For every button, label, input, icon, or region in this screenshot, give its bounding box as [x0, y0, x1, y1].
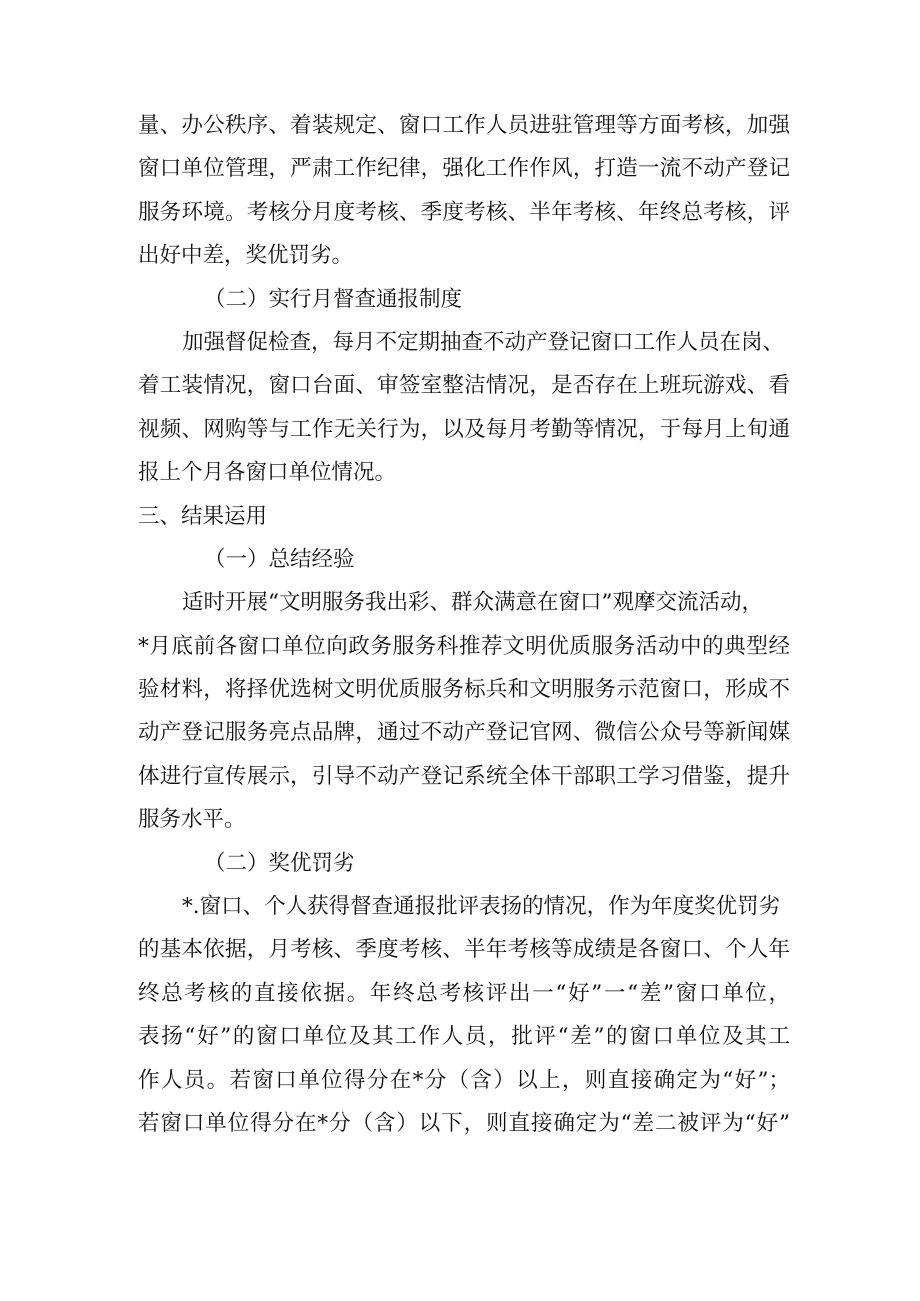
text-line: 验材料，将择优选树文明优质服务标兵和文明服务示范窗口，形成不 [138, 677, 790, 703]
text-line: 表扬“好”的窗口单位及其工作人员，批评“差”的窗口单位及其工 [138, 1024, 790, 1050]
paragraph-continuation [138, 104, 790, 278]
paragraph-experience [138, 581, 790, 841]
heading-text: （二）实行月督查通报制度 [204, 286, 463, 312]
text-line: 视频、网购等与工作无关行为，以及每月考勤等情况，于每月上旬通 [138, 416, 790, 442]
paragraph-inspection [138, 321, 790, 495]
text-line: 若窗口单位得分在*分（含）以下，则直接确定为“差二被评为“好” [138, 1110, 790, 1136]
section-heading-rewards [138, 842, 790, 885]
text-line: 着工装情况，窗口台面、审签室整洁情况，是否存在上班玩游戏、看 [138, 373, 790, 399]
heading-text: 三、结果运用 [138, 503, 268, 529]
text-line: 出好中差，奖优罚劣。 [138, 243, 354, 269]
heading-text: （一）总结经验 [204, 546, 355, 572]
document-body [138, 104, 790, 1145]
text-line: 服务水平。 [138, 807, 246, 833]
text-line: 动产登记服务亮点品牌，通过不动产登记官网、微信公众号等新闻媒 [138, 720, 790, 746]
text-line: *.窗口、个人获得督查通报批评表扬的情况，作为年度奖优罚劣 [182, 894, 781, 920]
text-line: 窗口单位管理，严肃工作纪律，强化工作作风，打造一流不动产登记 [138, 156, 790, 182]
section-heading-results [138, 495, 790, 538]
heading-text: （二）奖优罚劣 [204, 850, 355, 876]
text-line: 终总考核的直接依据。年终总考核评出一“好”一“差”窗口单位， [138, 980, 790, 1006]
text-line: 量、办公秩序、着装规定、窗口工作人员进驻管理等方面考核，加强 [138, 113, 790, 138]
text-line: 的基本依据，月考核、季度考核、半年考核等成绩是各窗口、个人年 [138, 937, 790, 963]
text-line: 加强督促检查，每月不定期抽查不动产登记窗口工作人员在岗、 [182, 329, 785, 355]
text-line: 适时开展“文明服务我出彩、群众满意在窗口”观摩交流活动， [182, 590, 763, 616]
text-line: 作人员。若窗口单位得分在*分（含）以上，则直接确定为“好”； [138, 1067, 790, 1093]
text-line: *月底前各窗口单位向政务服务科推荐文明优质服务活动中的典型经 [138, 633, 790, 659]
text-line: 报上个月各窗口单位情况。 [138, 460, 397, 486]
section-heading-summary [138, 538, 790, 581]
section-heading-monthly-inspection [138, 278, 790, 321]
text-line: 服务环境。考核分月度考核、季度考核、半年考核、年终总考核，评 [138, 199, 790, 225]
text-line: 体进行宣传展示，引导不动产登记系统全体干部职工学习借鉴，提升 [138, 763, 790, 789]
paragraph-rewards [138, 885, 790, 1145]
